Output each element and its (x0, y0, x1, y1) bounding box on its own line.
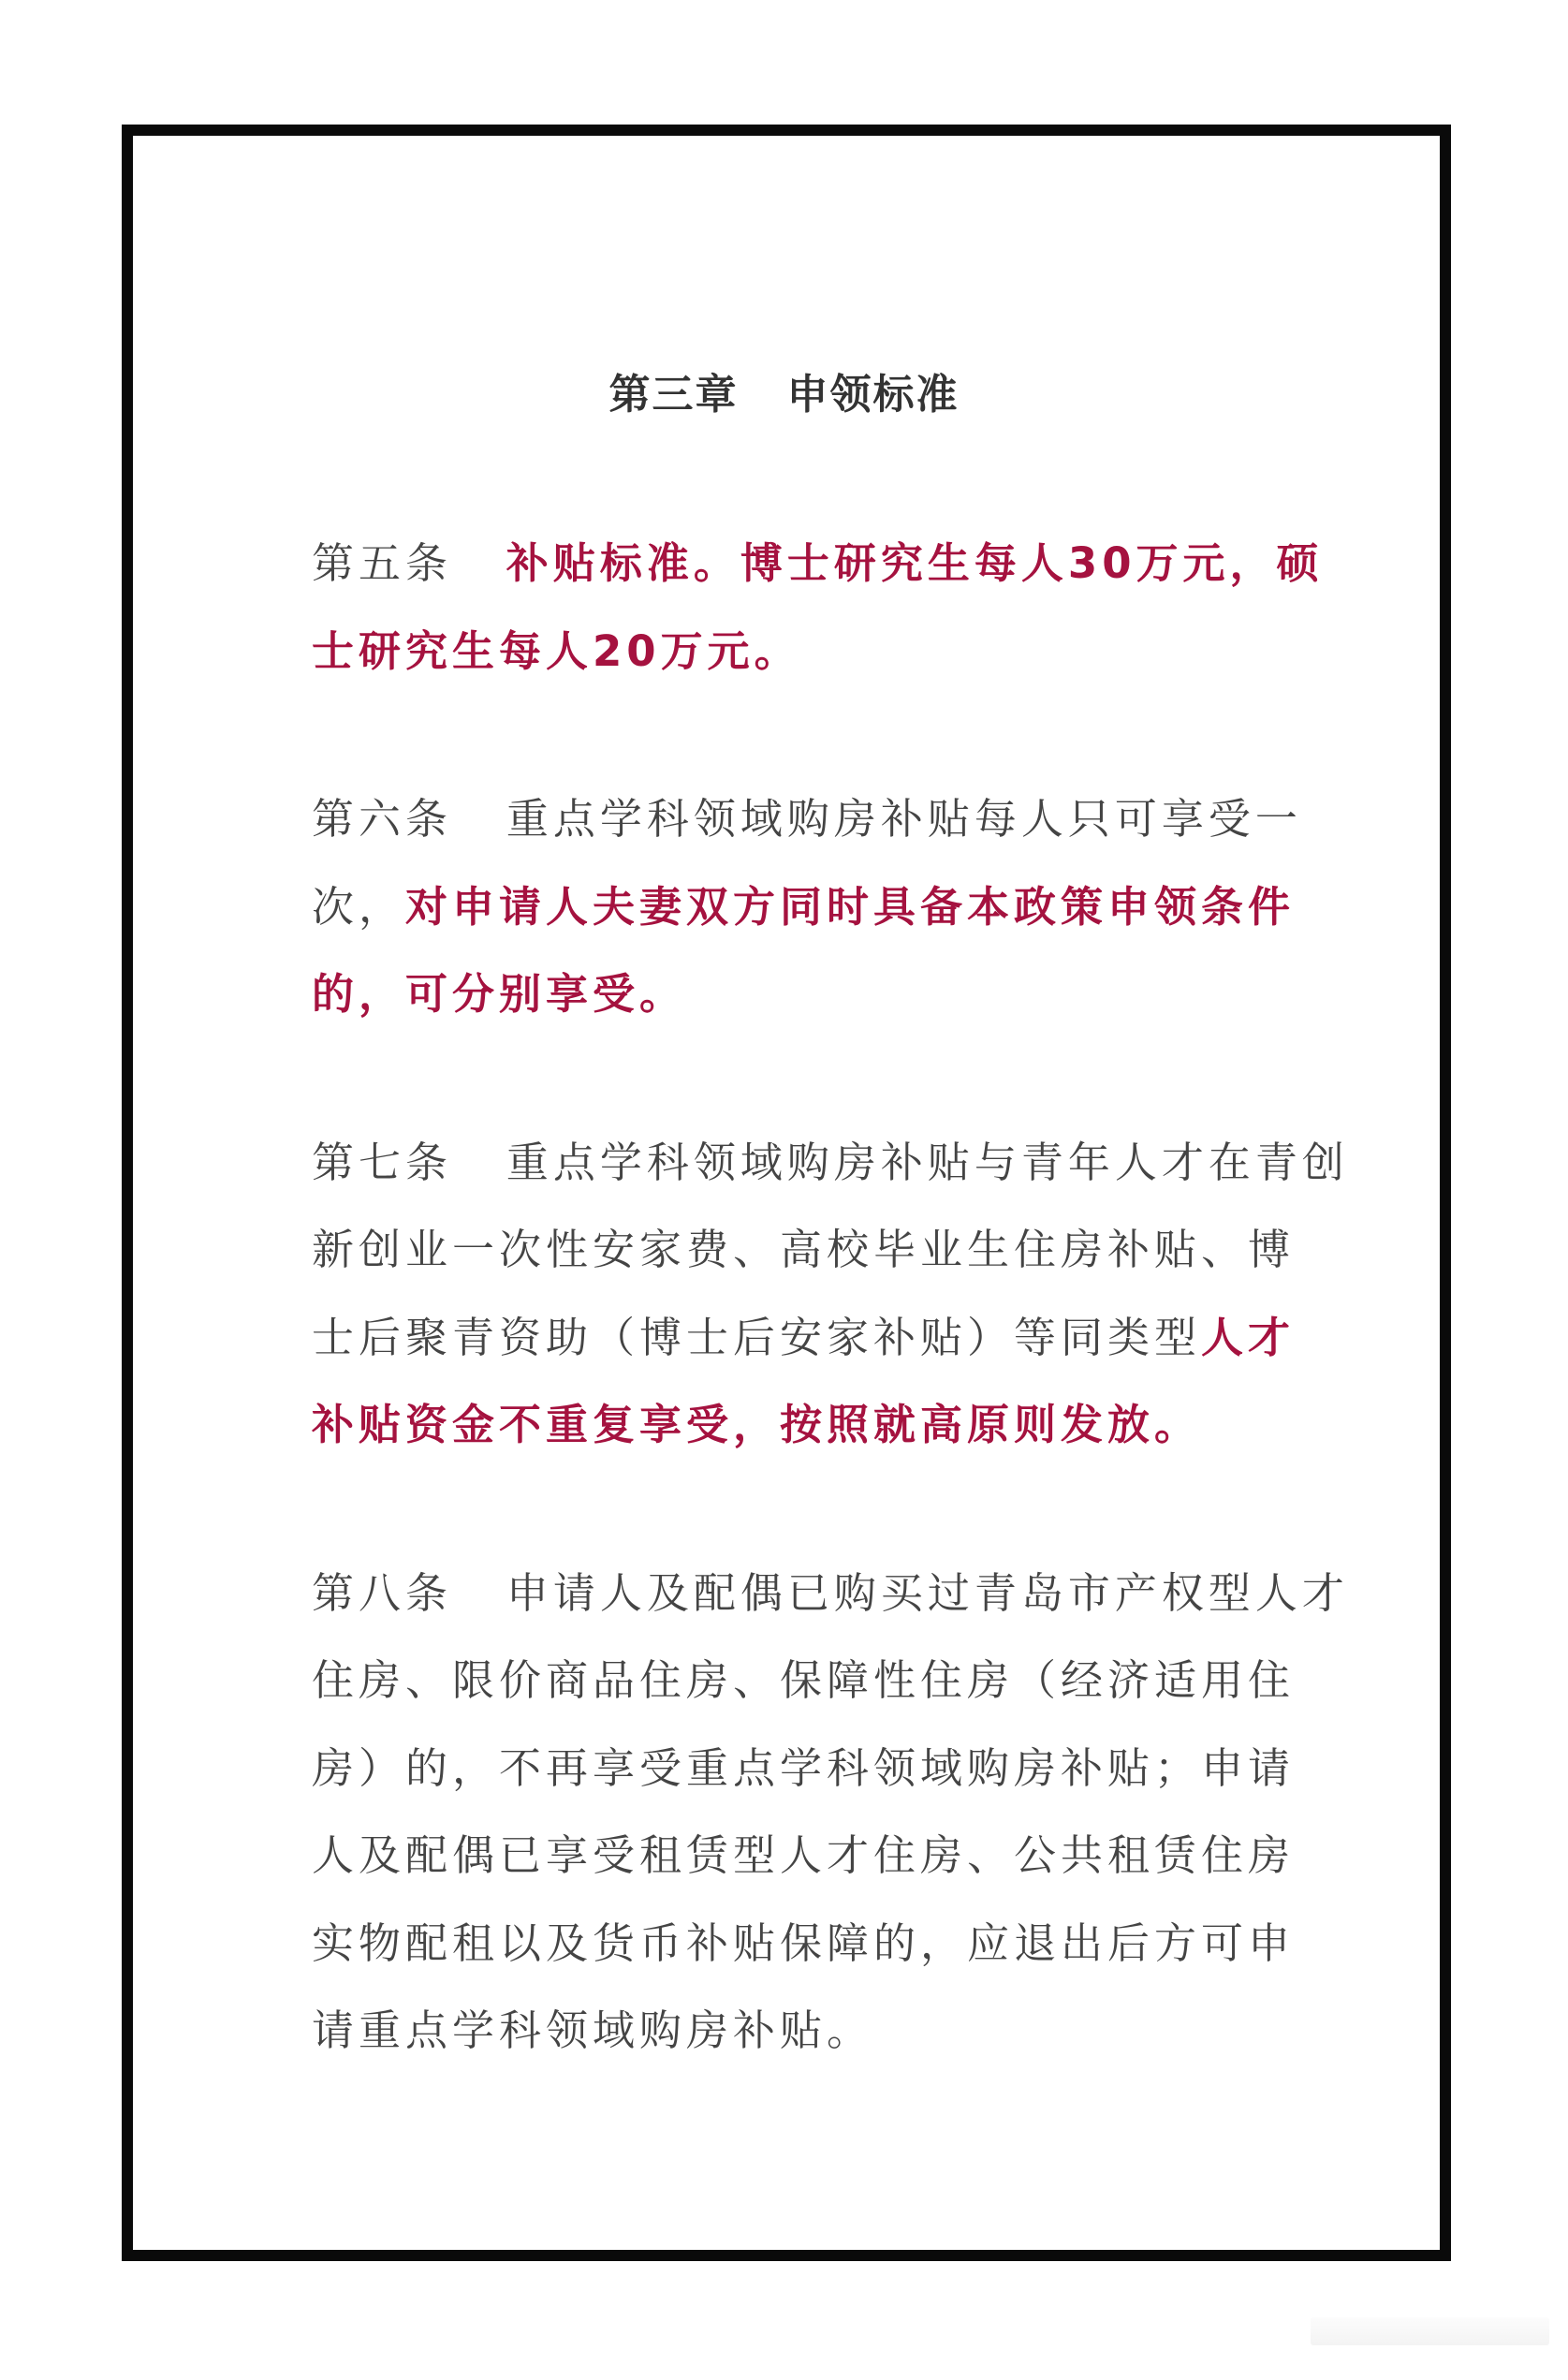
text-line (312, 1388, 1276, 1476)
body-text: 第七条 重点学科领域购房补贴与青年人才在青创 (312, 1137, 1349, 1187)
body-text: 住房、限价商品住房、保障性住房（经济适用住 (312, 1655, 1296, 1705)
highlighted-text: 对申请人夫妻双方同时具备本政策申领条件 (405, 881, 1296, 932)
bottom-scroll-bar (1311, 2317, 1549, 2345)
chapter-title: 第三章 申领标准 (608, 371, 960, 419)
text-line (312, 1906, 1296, 1994)
text-line (312, 526, 1324, 614)
article-paragraph (312, 1556, 1349, 2081)
highlighted-text: 士研究生每人20万元。 (312, 625, 801, 676)
text-line (312, 1643, 1296, 1731)
body-text: 第六条 重点学科领域购房补贴每人只可享受一 (312, 794, 1302, 844)
highlighted-text: 人才 (1201, 1312, 1296, 1362)
text-line (312, 1818, 1296, 1906)
body-text: 请重点学科领域购房补贴。 (312, 2005, 874, 2055)
highlighted-text: 的，可分别享受。 (312, 969, 687, 1019)
text-line (312, 870, 1296, 958)
text-line (312, 1556, 1349, 1644)
body-text: 第八条 申请人及配偶已购买过青岛市产权型人才 (312, 1567, 1349, 1618)
body-text: 人及配偶已享受租赁型人才住房、公共租赁住房 (312, 1830, 1296, 1880)
text-line (312, 1125, 1349, 1213)
body-text: 士后聚青资助（博士后安家补贴）等同类型 (312, 1312, 1202, 1362)
text-line (312, 1300, 1296, 1388)
text-line (312, 614, 1276, 702)
text-line (312, 782, 1302, 870)
text-line (312, 1212, 1296, 1300)
article-paragraph (312, 1125, 1349, 1476)
text-line (312, 957, 1276, 1045)
text-line (312, 1993, 1276, 2081)
article-paragraph (312, 782, 1302, 1045)
article-paragraph (312, 526, 1324, 701)
highlighted-text: 补贴资金不重复享受，按照就高原则发放。 (312, 1400, 1202, 1449)
body-text: 新创业一次性安家费、高校毕业生住房补贴、博 (312, 1225, 1296, 1274)
highlighted-text: 补贴标准。博士研究生每人30万元，硕 (506, 538, 1324, 588)
article-content (312, 526, 1349, 2162)
body-text: 房）的，不再享受重点学科领域购房补贴；申请 (312, 1742, 1296, 1793)
body-text: 实物配租以及货币补贴保障的，应退出后方可申 (312, 1917, 1296, 1968)
text-line (312, 1731, 1296, 1819)
body-text: 次， (312, 881, 406, 932)
body-text: 第五条 (312, 538, 506, 588)
